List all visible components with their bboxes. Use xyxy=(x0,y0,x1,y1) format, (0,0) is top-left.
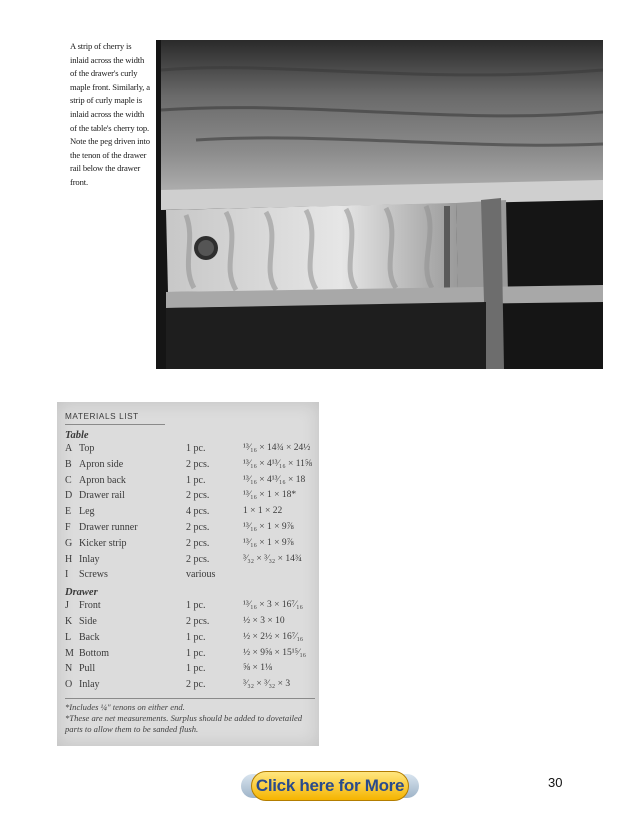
part-dimensions: ³⁄₃₂ × ³⁄₃₂ × 3 xyxy=(243,679,291,690)
part-letter: F xyxy=(65,521,71,533)
part-quantity: 1 pc. xyxy=(186,647,206,659)
part-dimensions: ½ × 2½ × 16⁷⁄₁₆ xyxy=(243,631,304,642)
footnote-tenons: *Includes ¼" tenons on either end. xyxy=(65,701,185,712)
click-here-for-more-button[interactable] xyxy=(241,768,419,804)
part-quantity: 2 pcs. xyxy=(186,458,210,470)
table-row xyxy=(65,568,315,584)
table-row xyxy=(65,537,315,553)
part-name: Kicker strip xyxy=(79,537,127,549)
table-row xyxy=(65,474,315,490)
part-dimensions: ¹³⁄₁₆ × 1 × 18* xyxy=(243,490,297,501)
part-name: Pull xyxy=(79,663,96,675)
part-letter: M xyxy=(65,647,74,659)
part-name: Leg xyxy=(79,506,95,518)
part-quantity: 1 pc. xyxy=(186,663,206,675)
part-letter: O xyxy=(65,679,73,691)
part-name: Apron back xyxy=(79,474,126,486)
table-row xyxy=(65,521,315,537)
part-quantity: various xyxy=(186,569,216,581)
part-letter: K xyxy=(65,615,73,627)
table-row xyxy=(65,662,315,678)
part-letter: H xyxy=(65,553,73,565)
part-letter: D xyxy=(65,490,73,502)
part-letter: C xyxy=(65,474,72,486)
part-letter: L xyxy=(65,631,72,643)
part-name: Side xyxy=(79,615,97,627)
materials-footnotes xyxy=(65,698,315,735)
part-name: Back xyxy=(79,631,100,643)
part-quantity: 2 pc. xyxy=(186,679,206,691)
materials-list-scan xyxy=(57,402,319,746)
part-name: Drawer rail xyxy=(79,490,125,502)
part-quantity: 1 pc. xyxy=(186,443,206,454)
button-label: Click here for More xyxy=(255,776,405,795)
part-quantity: 1 pc. xyxy=(186,631,206,643)
part-dimensions: ¹³⁄₁₆ × 14¾ × 24½ xyxy=(243,443,311,453)
part-name: Bottom xyxy=(79,647,110,659)
part-name: Front xyxy=(79,600,101,612)
part-name: Inlay xyxy=(79,679,100,691)
drawer-section-heading: Drawer xyxy=(65,587,98,599)
photo-illustration xyxy=(156,40,603,369)
part-letter: G xyxy=(65,537,73,549)
part-quantity: 1 pc. xyxy=(186,474,206,486)
table-row xyxy=(65,442,315,458)
table-section-heading: Table xyxy=(65,430,89,441)
photo-caption: A strip of cherry is inlaid across the width of the drawer's curly maple front. Similarly, a strip of curly maple is inlaid across the width of the table's cherry top. Note the peg driven into the tenon of the drawer rail below the drawer front. xyxy=(70,41,150,187)
part-dimensions: ¹³⁄₁₆ × 1 × 9⅞ xyxy=(243,521,294,532)
part-name: Drawer runner xyxy=(79,521,138,533)
table-row xyxy=(65,553,315,569)
part-dimensions: ¹³⁄₁₆ × 4¹³⁄₁₆ × 18 xyxy=(243,474,306,485)
part-letter: E xyxy=(65,506,72,518)
table-row xyxy=(65,489,315,505)
part-name: Top xyxy=(79,443,95,454)
table-row xyxy=(65,599,315,615)
part-dimensions: ¹³⁄₁₆ × 4¹³⁄₁₆ × 11⅝ xyxy=(243,458,313,469)
table-row xyxy=(65,505,315,521)
part-letter: J xyxy=(65,600,69,612)
part-name: Inlay xyxy=(79,553,100,565)
table-parts-list xyxy=(65,442,315,584)
table-row xyxy=(65,615,315,631)
table-row xyxy=(65,458,315,474)
drawer-parts-list xyxy=(65,599,315,694)
materials-list-title: MATERIALS LIST xyxy=(65,412,165,425)
part-dimensions: ½ × 9⅝ × 15¹⁵⁄₁₆ xyxy=(243,647,307,658)
part-dimensions: ¹³⁄₁₆ × 3 × 16⁷⁄₁₆ xyxy=(243,600,303,611)
part-letter: I xyxy=(65,569,69,581)
table-row xyxy=(65,647,315,663)
part-quantity: 2 pcs. xyxy=(186,490,210,502)
part-dimensions: ³⁄₃₂ × ³⁄₃₂ × 14¾ xyxy=(243,553,302,564)
table-drawer-photo xyxy=(156,40,603,369)
part-quantity: 2 pcs. xyxy=(186,615,210,627)
part-quantity: 2 pcs. xyxy=(186,521,210,533)
part-dimensions: 1 × 1 × 22 xyxy=(243,506,283,517)
footnote-net-measurements: *These are net measurements. Surplus should be added to dovetailed parts to allow them to be sanded flush. xyxy=(65,712,303,734)
table-row xyxy=(65,678,315,694)
part-dimensions: ½ × 3 × 10 xyxy=(243,615,285,626)
part-dimensions: ¹³⁄₁₆ × 1 × 9⅞ xyxy=(243,537,294,548)
part-dimensions: ⅝ × 1⅛ xyxy=(243,663,273,674)
part-quantity: 1 pc. xyxy=(186,600,206,612)
part-name: Apron side xyxy=(79,458,124,470)
part-letter: B xyxy=(65,458,72,470)
table-row xyxy=(65,631,315,647)
part-name: Screws xyxy=(79,569,108,581)
part-quantity: 2 pcs. xyxy=(186,553,210,565)
part-quantity: 2 pcs. xyxy=(186,537,210,549)
part-letter: N xyxy=(65,663,73,675)
page-number: 30 xyxy=(548,775,563,790)
part-quantity: 4 pcs. xyxy=(186,506,210,518)
part-letter: A xyxy=(65,443,73,454)
